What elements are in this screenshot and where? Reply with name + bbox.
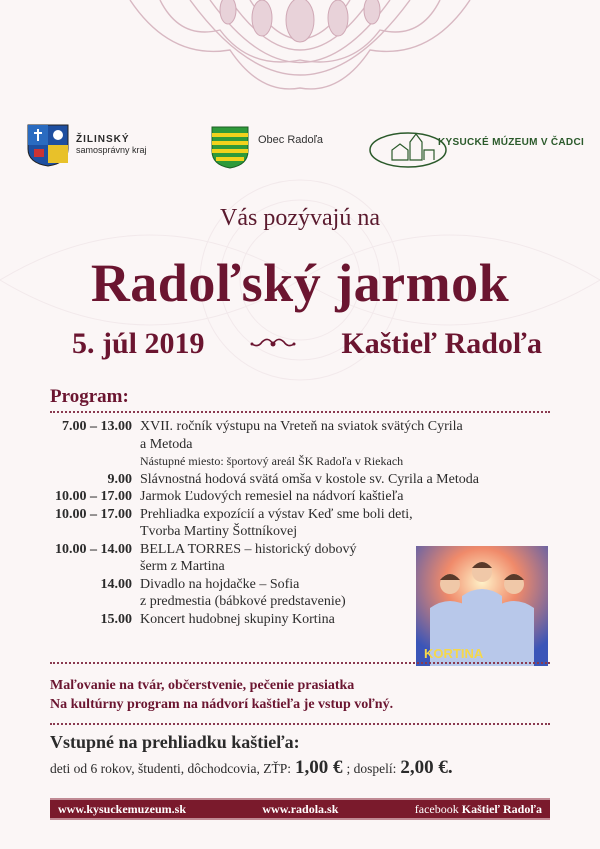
schedule-time: 15.00	[100, 611, 132, 627]
admission-separator: ; dospelí:	[346, 761, 397, 776]
schedule-time: 10.00 – 17.00	[55, 489, 132, 504]
schedule-row	[50, 506, 550, 541]
zilinsky-crest-icon	[26, 123, 70, 167]
schedule-desc-cont: Tvorba Martiny Šottníkovej	[140, 524, 298, 539]
divider	[50, 411, 550, 413]
schedule-time: 9.00	[107, 471, 132, 487]
event-date: 5. júl 2019	[72, 327, 205, 360]
divider	[50, 723, 550, 725]
top-mandala-ornament	[0, 0, 600, 120]
admission-reduced-price: 1,00 €	[294, 757, 343, 778]
extras-block	[50, 676, 393, 714]
admission-prices	[50, 757, 457, 779]
zilinsky-kraj-logo	[26, 123, 147, 167]
admission-adult-price: 2,00 €.	[400, 757, 453, 778]
schedule-time: 14.00	[100, 576, 132, 592]
schedule-time: 10.00 – 17.00	[55, 506, 132, 522]
radola-coat-of-arms-icon	[210, 125, 250, 169]
schedule-time: 7.00 – 13.00	[62, 419, 132, 434]
schedule-desc-cont: šerm z Martina	[140, 559, 225, 574]
kortina-band-photo	[416, 546, 548, 666]
schedule-desc: BELLA TORRES – historický dobový	[140, 541, 357, 557]
zilinsky-sub: samosprávny kraj	[76, 145, 147, 155]
schedule-desc: Slávnostná hodová svätá omša v kostole sv. Cyrila a Metoda	[140, 471, 479, 487]
schedule-time: 10.00 – 14.00	[55, 541, 132, 557]
schedule-desc-cont: a Metoda	[140, 436, 193, 452]
muzeum-name: KYSUCKÉ MÚZEUM V ČADCI	[438, 136, 585, 148]
obec-radola-logo	[210, 125, 323, 169]
schedule-desc: Koncert hudobnej skupiny Kortina	[140, 611, 335, 627]
schedule-desc: Prehliadka expozícií a výstav Keď sme boli deti,	[140, 506, 413, 522]
footer-bar	[50, 798, 550, 820]
admission-heading: Vstupné na prehliadku kaštieľa:	[50, 732, 300, 752]
footer-facebook[interactable]	[415, 802, 542, 817]
admission-reduced-label: deti od 6 rokov, študenti, dôchodcovia, ZŤP:	[50, 761, 291, 776]
kysucke-muzeum-logo	[368, 126, 584, 170]
facebook-page-name: Kaštieľ Radoľa	[461, 801, 542, 816]
schedule-desc: Divadlo na hojdačke – Sofia	[140, 576, 300, 592]
schedule-note: Nástupné miesto: športový areál ŠK Radoľa v Riekach	[140, 454, 404, 468]
event-venue: Kaštieľ Radoľa	[341, 327, 542, 360]
extras-line-1: Maľovanie na tvár, občerstvenie, pečenie prasiatka	[50, 678, 355, 693]
footer-link-muzeum[interactable]: www.kysuckemuzeum.sk	[58, 801, 187, 816]
extras-line-2: Na kultúrny program na nádvorí kaštieľa je vstup voľný.	[50, 697, 394, 712]
obec-name: Obec Radoľa	[258, 134, 323, 146]
zilinsky-name: ŽILINSKÝ	[76, 134, 130, 145]
muzeum-castle-icon	[368, 126, 568, 170]
schedule-desc-cont: z predmestia (bábkové predstavenie)	[140, 594, 346, 609]
schedule-row	[50, 418, 550, 471]
event-subtitle	[72, 327, 542, 361]
footer-link-radola[interactable]: www.radola.sk	[262, 801, 339, 816]
event-title: Radoľský jarmok	[90, 253, 510, 313]
schedule-row	[50, 488, 550, 506]
schedule-desc: Jarmok Ľudových remesiel na nádvorí kaštieľa	[140, 489, 404, 504]
flourish-ornament-icon	[248, 334, 298, 354]
photo-label: KORTINA	[424, 646, 484, 661]
schedule-desc: XVII. ročník výstupu na Vreteň na sviatok svätých Cyrila	[140, 419, 463, 434]
facebook-label: facebook	[414, 801, 459, 816]
invite-line: Vás pozývajú na	[220, 205, 380, 231]
program-heading: Program:	[50, 386, 129, 407]
divider	[50, 662, 550, 664]
schedule-row	[50, 471, 550, 489]
